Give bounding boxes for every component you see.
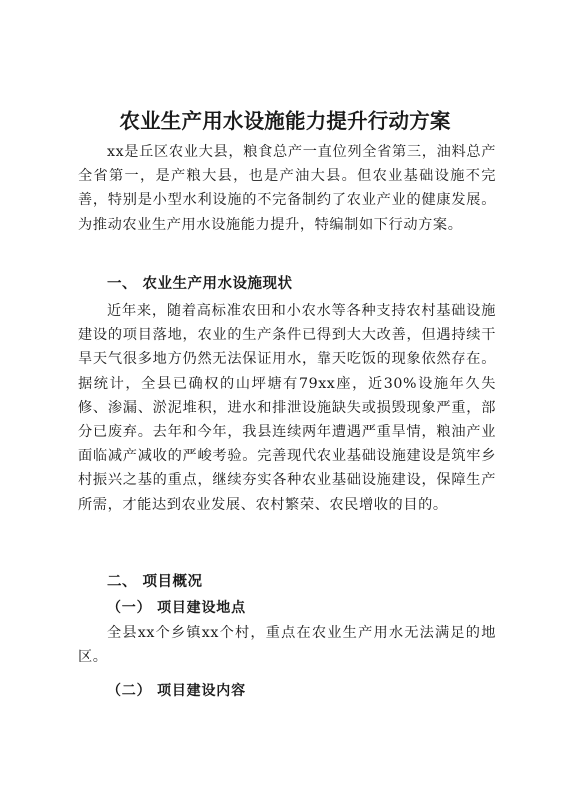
- document-title: 农业生产用水设施能力提升行动方案: [119, 109, 451, 133]
- section1-heading: 一、 农业生产用水设施现状: [107, 276, 293, 292]
- subsection2-heading: （二） 项目建设内容: [107, 683, 246, 699]
- section1-paragraph: 近年来，随着高标准农田和小农水等各种支持农村基础设施建设的项目落地，农业的生产条件已得到大大改善，但遇持续干旱天气很多地方仍然无法保证用水，靠天吃饭的现象依然存在。据统计，全县已确权的山坪塘有79xx座，近30%设施年久失修、渗漏、淤泥堆积，进水和排泄设施缺失或损毁现象严重，部分已废弃。去年和今年，我县连续两年遭遇严重旱情，粮油产业面临减产减收的严峻考验。完善现代农业基础设施建设是筑牢乡村振兴之基的重点，继续夯实各种农业基础设施建设，保障生产所需，才能达到农业发展、农村繁荣、农民增收的目的。: [78, 303, 496, 513]
- section2-heading: 二、 项目概况: [107, 574, 203, 590]
- subsection1-heading: （一） 项目建设地点: [107, 600, 246, 616]
- subsection1-paragraph: 全县xx个乡镇xx个村，重点在农业生产用水无法满足的地区。: [78, 625, 496, 666]
- intro-paragraph: xx是丘区农业大县，粮食总产一直位列全省第三，油料总产全省第一，是产粮大县，也是产油大县。但农业基础设施不完善，特别是小型水利设施的不完备制约了农业产业的健康发展。为推动农业生产用水设施能力提升，特编制如下行动方案。: [78, 144, 496, 233]
